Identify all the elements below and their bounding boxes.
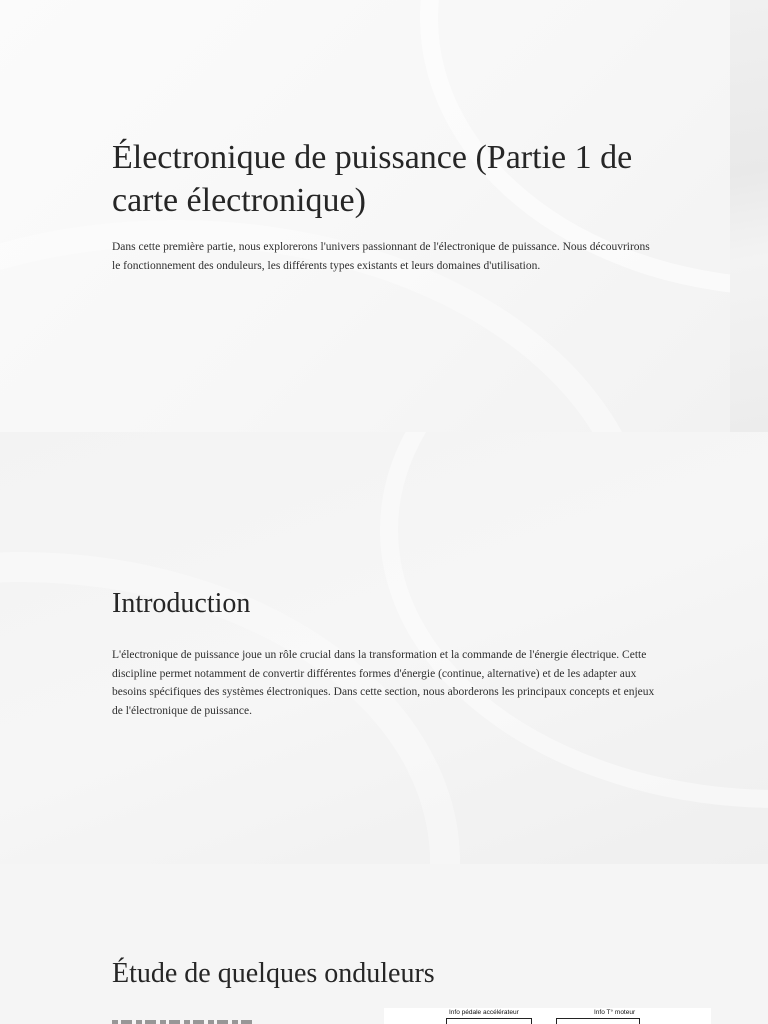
slide-onduleurs bbox=[0, 864, 768, 1024]
intro-paragraph: Dans cette première partie, nous explorerons l'univers passionnant de l'électronique de puissance. Nous découvrirons le fonctionnement des onduleurs, les différents types existants et leurs domaines d'utilisation. bbox=[112, 241, 650, 272]
slide-edge-decoration bbox=[730, 0, 768, 432]
slide-title bbox=[0, 0, 730, 432]
background-swoosh bbox=[380, 432, 768, 808]
onduleurs-paragraph-partial bbox=[112, 1016, 292, 1024]
introduction-paragraph: L'électronique de puissance joue un rôle crucial dans la transformation et la commande de l'énergie électrique. Cette discipline permet notamment de convertir différentes formes d'énergie (continue, alternative) et de les adapter aux besoins spécifiques des systèmes électroniques. Dans cette section, nous aborderons les principaux concepts et enjeux de l'électronique de puissance. bbox=[112, 649, 655, 717]
diagram-block bbox=[446, 1018, 532, 1024]
section-title-introduction: Introduction bbox=[112, 588, 251, 619]
page-title: Électronique de puissance (Partie 1 de carte électronique) bbox=[112, 139, 633, 219]
section-title-onduleurs: Étude de quelques onduleurs bbox=[112, 958, 435, 989]
diagram-block bbox=[556, 1018, 640, 1024]
diagram-label-pedal: Info pédale accélérateur bbox=[449, 1009, 519, 1016]
diagram-label-engine-temp: Info T° moteur bbox=[594, 1009, 636, 1016]
onduleur-diagram bbox=[384, 1008, 711, 1024]
